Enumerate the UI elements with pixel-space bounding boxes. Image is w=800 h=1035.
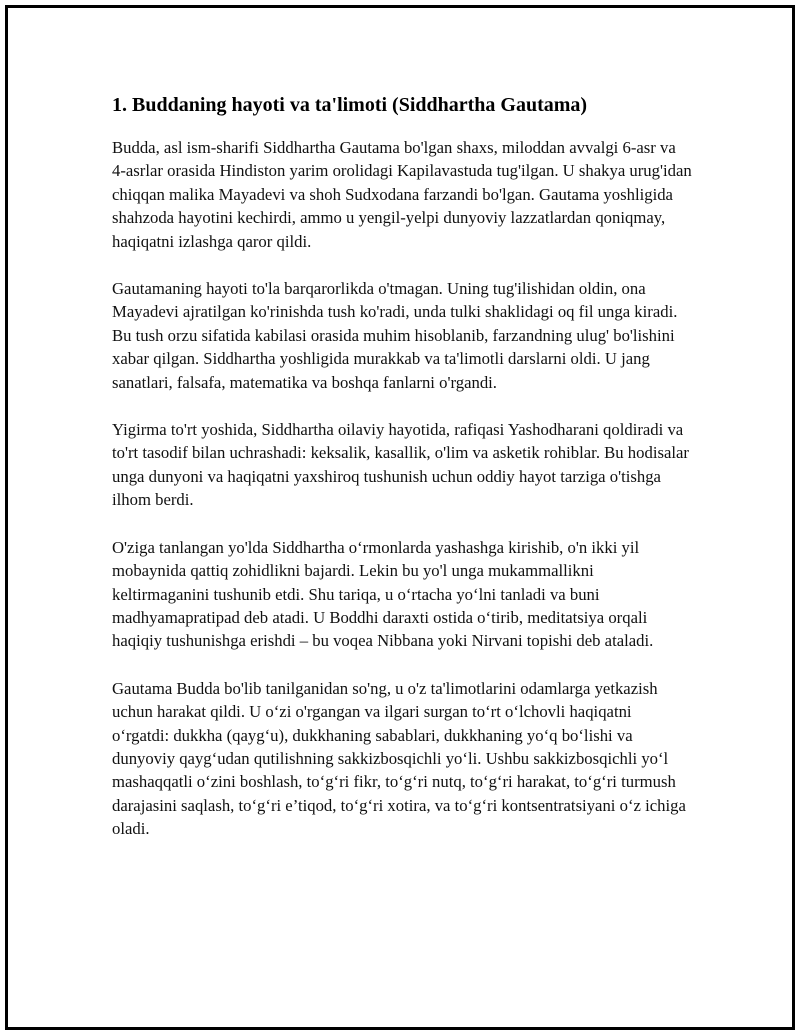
paragraph-4: O'ziga tanlangan yo'lda Siddhartha o‘rmonlarda yashashga kirishib, o'n ikki yil mobaynida qattiq zohidlikni bajardi. Lekin bu yo'l unga mukammallikni keltirmaganini tushunib etdi. Shu tariqa, u o‘rtacha yo‘lni tanladi va buni madhyamapratipad deb atadi. U Boddhi daraxti ostida o‘tirib, meditatsiya orqali haqiqiy tushunishga erishdi – bu voqea Nibbana yoki Nirvani topishi deb ataladi.	[112, 537, 654, 651]
paragraph-2: Gautamaning hayoti to'la barqarorlikda o'tmagan. Uning tug'ilishidan oldin, ona Mayadevi ajratilgan ko'rinishda tush ko'radi, unda tulki shaklidagi oq fil unga kiradi. Bu tush orzu sifatida kabilasi orasida muhim hisoblanib, farzandning ulug' bo'lishini xabar qilgan. Siddhartha yoshligida murakkab va ta'limotli darslarni oldi. U jang sanatlari, falsafa, matematika va boshqa fanlarni o'rgandi.	[112, 279, 678, 392]
document-body	[112, 90, 692, 865]
document-title: 1. Buddaning hayoti va ta'limoti (Siddhartha Gautama)	[112, 94, 588, 116]
paragraph-5: Gautama Budda bo'lib tanilganidan so'ng, u o'z ta'limotlarini odamlarga yetkazish uchun harakat qildi. U o‘zi o'rgangan va ilgari surgan to‘rt o‘lchovli haqiqatni o‘rgatdi: dukkha (qayg‘u), dukkhaning sabablari, dukkhaning yo‘q bo‘lishi va dunyoviy qayg‘udan qutilishning sakkizbosqichli yo‘li. Ushbu sakkizbosqichli yo‘l mashaqqatli o‘zini boshlash, to‘g‘ri fikr, to‘g‘ri nutq, to‘g‘ri harakat, to‘g‘ri turmush darajasini saqlash, to‘g‘ri e’tiqod, to‘g‘ri xotira, va to‘g‘ri kontsentratsiyani o‘z ichiga oladi.	[112, 678, 686, 839]
paragraph-1: Budda, asl ism-sharifi Siddhartha Gautama bo'lgan shaxs, miloddan avvalgi 6-asr va 4-asrlar orasida Hindiston yarim orolidagi Kapilavastuda tug'ilgan. U shakya urug'idan chiqqan malika Mayadevi va shoh Sudxodana farzandi bo'lgan. Gautama yoshligida shahzoda hayotini kechirdi, ammo u yengil-yelpi dunyoviy lazzatlardan qoniqmay, haqiqatni izlashga qaror qildi.	[112, 138, 692, 251]
paragraph-3: Yigirma to'rt yoshida, Siddhartha oilaviy hayotida, rafiqasi Yashodharani qoldiradi va to'rt tasodif bilan uchrashadi: keksalik, kasallik, o'lim va asketik rohiblar. Bu hodisalar unga dunyoni va haqiqatni yaxshiroq tushunish uchun oddiy hayot tarziga o'tishga ilhom berdi.	[112, 420, 689, 510]
